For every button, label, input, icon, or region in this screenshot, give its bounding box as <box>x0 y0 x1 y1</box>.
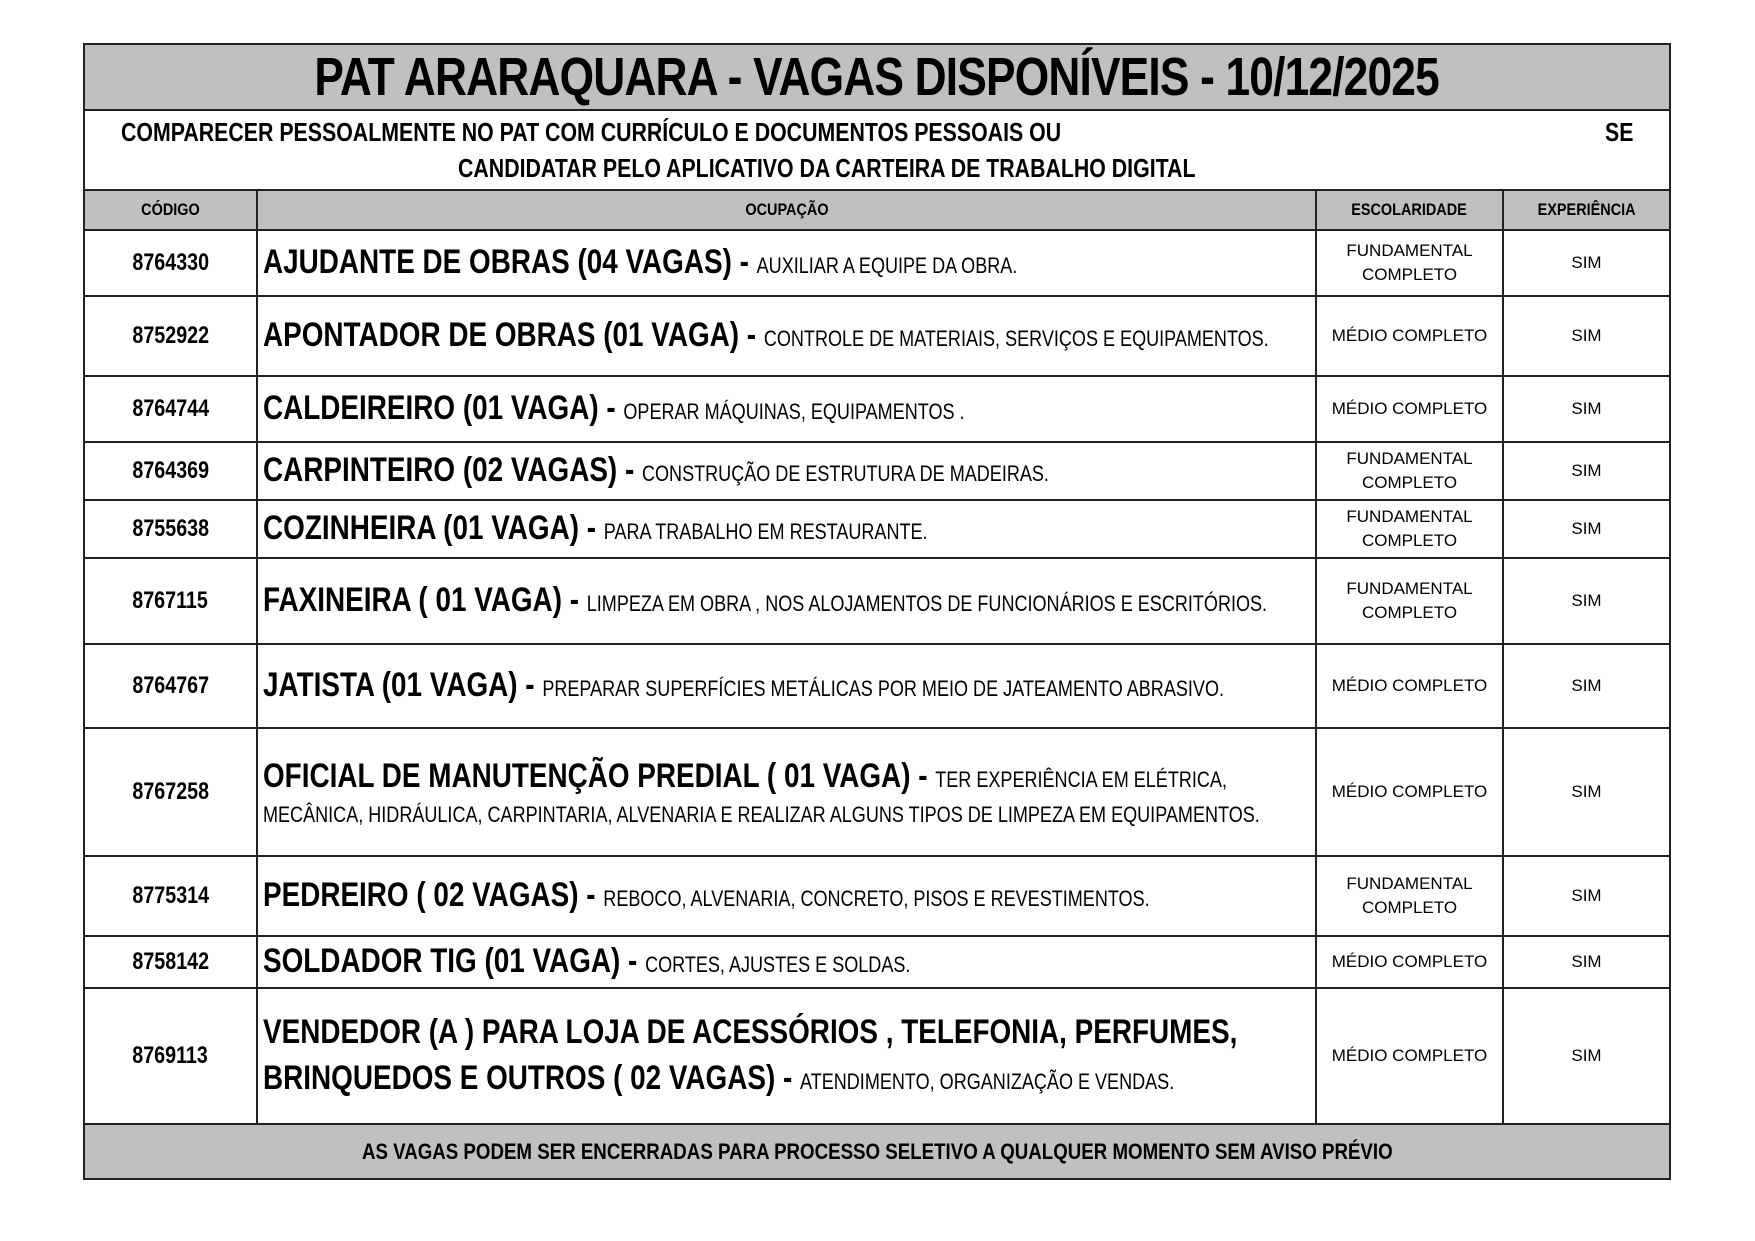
job-title: CALDEIREIRO (01 VAGA) - <box>263 389 624 428</box>
job-education: FUNDAMENTAL COMPLETO <box>1316 230 1503 296</box>
page-title: PAT ARARAQUARA - VAGAS DISPONÍVEIS - 10/12/2025 <box>314 47 1440 107</box>
job-occupation <box>257 558 1316 644</box>
job-description: PREPARAR SUPERFÍCIES METÁLICAS POR MEIO DE JATEAMENTO ABRASIVO. <box>542 676 1225 702</box>
job-code: 8764744 <box>85 376 257 442</box>
job-experience: SIM <box>1503 230 1669 296</box>
job-education: MÉDIO COMPLETO <box>1316 988 1503 1124</box>
job-occupation <box>257 936 1316 988</box>
job-occupation <box>257 376 1316 442</box>
job-description: REBOCO, ALVENARIA, CONCRETO, PISOS E REVESTIMENTOS. <box>603 886 1150 912</box>
table-row <box>85 936 1669 988</box>
job-occupation <box>257 500 1316 558</box>
job-description: ATENDIMENTO, ORGANIZAÇÃO E VENDAS. <box>800 1069 1175 1094</box>
table-row <box>85 728 1669 856</box>
job-experience: SIM <box>1503 644 1669 728</box>
table-header-row <box>85 191 1669 230</box>
job-description: TER EXPERIÊNCIA EM ELÉTRICA, MECÂNICA, HIDRÁULICA, CARPINTARIA, ALVENARIA E REALIZAR ALGUNS TIPOS DE LIMPEZA EM EQUIPAMENTOS. <box>263 767 1260 828</box>
job-occupation <box>257 988 1316 1124</box>
job-description: AUXILIAR A EQUIPE DA OBRA. <box>756 253 1018 279</box>
job-experience: SIM <box>1503 856 1669 936</box>
table-row <box>85 296 1669 376</box>
job-occupation <box>257 442 1316 500</box>
job-experience: SIM <box>1503 500 1669 558</box>
job-occupation <box>257 230 1316 296</box>
job-code: 8764767 <box>85 644 257 728</box>
job-code: 8755638 <box>85 500 257 558</box>
job-experience: SIM <box>1503 296 1669 376</box>
job-education: MÉDIO COMPLETO <box>1316 936 1503 988</box>
job-occupation <box>257 644 1316 728</box>
job-title: VENDEDOR (A ) PARA LOJA DE ACESSÓRIOS , TELEFONIA, PERFUMES, BRINQUEDOS E OUTROS ( 02 VAGAS) - <box>263 1013 1238 1097</box>
table-row <box>85 644 1669 728</box>
job-occupation <box>257 296 1316 376</box>
table-row <box>85 230 1669 296</box>
instructions-block <box>85 111 1669 191</box>
footer-notice-text: AS VAGAS PODEM SER ENCERRADAS PARA PROCESSO SELETIVO A QUALQUER MOMENTO SEM AVISO PRÉVIO <box>361 1138 1393 1164</box>
job-description: CORTES, AJUSTES E SOLDAS. <box>645 952 911 978</box>
instructions-line-1-tail: SE <box>1605 117 1634 147</box>
job-description: CONSTRUÇÃO DE ESTRUTURA DE MADEIRAS. <box>641 461 1049 487</box>
table-row <box>85 988 1669 1124</box>
job-title: APONTADOR DE OBRAS (01 VAGA) - <box>263 316 764 355</box>
job-description: OPERAR MÁQUINAS, EQUIPAMENTOS . <box>623 399 965 425</box>
table-row <box>85 856 1669 936</box>
job-education: MÉDIO COMPLETO <box>1316 644 1503 728</box>
job-education: MÉDIO COMPLETO <box>1316 728 1503 856</box>
footer-notice <box>85 1125 1669 1178</box>
column-header-education: ESCOLARIDADE <box>1316 191 1503 230</box>
table-row <box>85 500 1669 558</box>
job-listing-sheet <box>83 43 1671 1180</box>
job-title: PEDREIRO ( 02 VAGAS) - <box>263 876 604 915</box>
job-education: FUNDAMENTAL COMPLETO <box>1316 500 1503 558</box>
vacancies-table <box>85 191 1669 1125</box>
job-experience: SIM <box>1503 988 1669 1124</box>
job-code: 8758142 <box>85 936 257 988</box>
job-title: SOLDADOR TIG (01 VAGA) - <box>263 942 646 981</box>
job-code: 8767115 <box>85 558 257 644</box>
column-header-code: CÓDIGO <box>85 191 257 230</box>
job-code: 8767258 <box>85 728 257 856</box>
job-experience: SIM <box>1503 376 1669 442</box>
table-row <box>85 376 1669 442</box>
job-code: 8764330 <box>85 230 257 296</box>
job-education: MÉDIO COMPLETO <box>1316 376 1503 442</box>
instructions-line-2: CANDIDATAR PELO APLICATIVO DA CARTEIRA DE TRABALHO DIGITAL <box>458 153 1196 183</box>
table-row <box>85 442 1669 500</box>
job-code: 8752922 <box>85 296 257 376</box>
job-title: FAXINEIRA ( 01 VAGA) - <box>263 581 587 620</box>
table-row <box>85 558 1669 644</box>
job-title: CARPINTEIRO (02 VAGAS) - <box>263 451 642 490</box>
job-description: CONTROLE DE MATERIAIS, SERVIÇOS E EQUIPAMENTOS. <box>763 326 1269 352</box>
job-education: FUNDAMENTAL COMPLETO <box>1316 442 1503 500</box>
job-education: FUNDAMENTAL COMPLETO <box>1316 856 1503 936</box>
job-experience: SIM <box>1503 936 1669 988</box>
job-code: 8764369 <box>85 442 257 500</box>
instructions-line-1: COMPARECER PESSOALMENTE NO PAT COM CURRÍCULO E DOCUMENTOS PESSOAIS OU <box>121 117 1062 147</box>
job-title: JATISTA (01 VAGA) - <box>263 666 543 705</box>
job-experience: SIM <box>1503 558 1669 644</box>
job-education: MÉDIO COMPLETO <box>1316 296 1503 376</box>
job-code: 8769113 <box>85 988 257 1124</box>
job-description: PARA TRABALHO EM RESTAURANTE. <box>603 519 928 545</box>
job-occupation <box>257 728 1316 856</box>
job-title: OFICIAL DE MANUTENÇÃO PREDIAL ( 01 VAGA) - <box>263 757 936 796</box>
title-banner <box>85 45 1669 111</box>
job-experience: SIM <box>1503 442 1669 500</box>
job-education: FUNDAMENTAL COMPLETO <box>1316 558 1503 644</box>
job-experience: SIM <box>1503 728 1669 856</box>
column-header-experience: EXPERIÊNCIA <box>1503 191 1669 230</box>
job-title: COZINHEIRA (01 VAGA) - <box>263 509 604 548</box>
job-occupation <box>257 856 1316 936</box>
job-title: AJUDANTE DE OBRAS (04 VAGAS) - <box>263 243 757 282</box>
job-code: 8775314 <box>85 856 257 936</box>
column-header-occupation: OCUPAÇÃO <box>257 191 1316 230</box>
job-description: LIMPEZA EM OBRA , NOS ALOJAMENTOS DE FUNCIONÁRIOS E ESCRITÓRIOS. <box>586 591 1268 617</box>
